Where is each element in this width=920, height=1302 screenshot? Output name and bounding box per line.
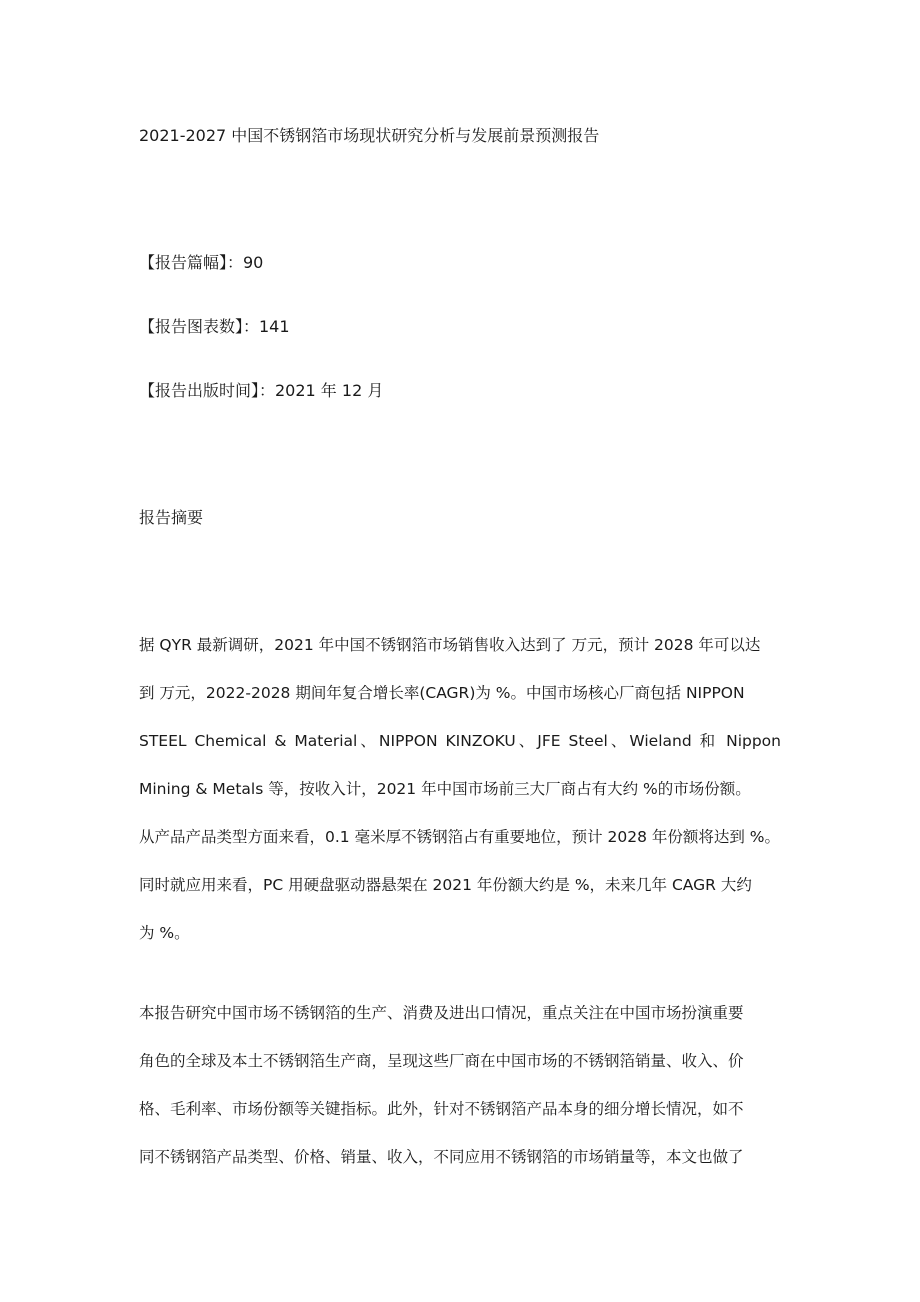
paragraph-line: Mining & Metals 等，按收入计，2021 年中国市场前三大厂商占有大约 %的市场份额。 [139,780,751,798]
paragraph-line: 到 万元，2022-2028 期间年复合增长率(CAGR)为 %。中国市场核心厂商包括 NIPPON [139,684,745,702]
paragraph-line: 同时就应用来看，PC 用硬盘驱动器悬架在 2021 年份额大约是 %，未来几年 CAGR 大约 [139,876,752,894]
report-publish-date: 【报告出版时间】：2021 年 12 月 [139,381,384,400]
document-title: 2021-2027 中国不锈钢箔市场现状研究分析与发展前景预测报告 [139,126,600,145]
report-pages: 【报告篇幅】：90 [139,253,264,272]
paragraph-line: 格、毛利率、市场份额等关键指标。此外，针对不锈钢箔产品本身的细分增长情况，如不 [139,1100,744,1118]
summary-heading: 报告摘要 [139,508,204,527]
paragraph-line: 为 %。 [139,924,190,942]
paragraph-line: 同不锈钢箔产品类型、价格、销量、收入，不同应用不锈钢箔的市场销量等，本文也做了 [139,1148,744,1166]
paragraph-line: 本报告研究中国市场不锈钢箔的生产、消费及进出口情况，重点关注在中国市场扮演重要 [139,1004,744,1022]
summary-paragraph-2 [139,813,799,957]
paragraph-line: 角色的全球及本土不锈钢箔生产商，呈现这些厂商在中国市场的不锈钢箔销量、收入、价 [139,1052,744,1070]
summary-paragraph-3 [139,989,799,1181]
paragraph-line: STEEL Chemical & Material、NIPPON KINZOKU、JFE Steel、Wieland 和 Nippon [139,732,781,750]
summary-paragraph-1 [139,621,799,813]
paragraph-line: 据 QYR 最新调研，2021 年中国不锈钢箔市场销售收入达到了 万元，预计 2028 年可以达 [139,636,761,654]
paragraph-line: 从产品产品类型方面来看，0.1 毫米厚不锈钢箔占有重要地位，预计 2028 年份额将达到 %。 [139,828,781,846]
report-chart-count: 【报告图表数】：141 [139,317,290,336]
